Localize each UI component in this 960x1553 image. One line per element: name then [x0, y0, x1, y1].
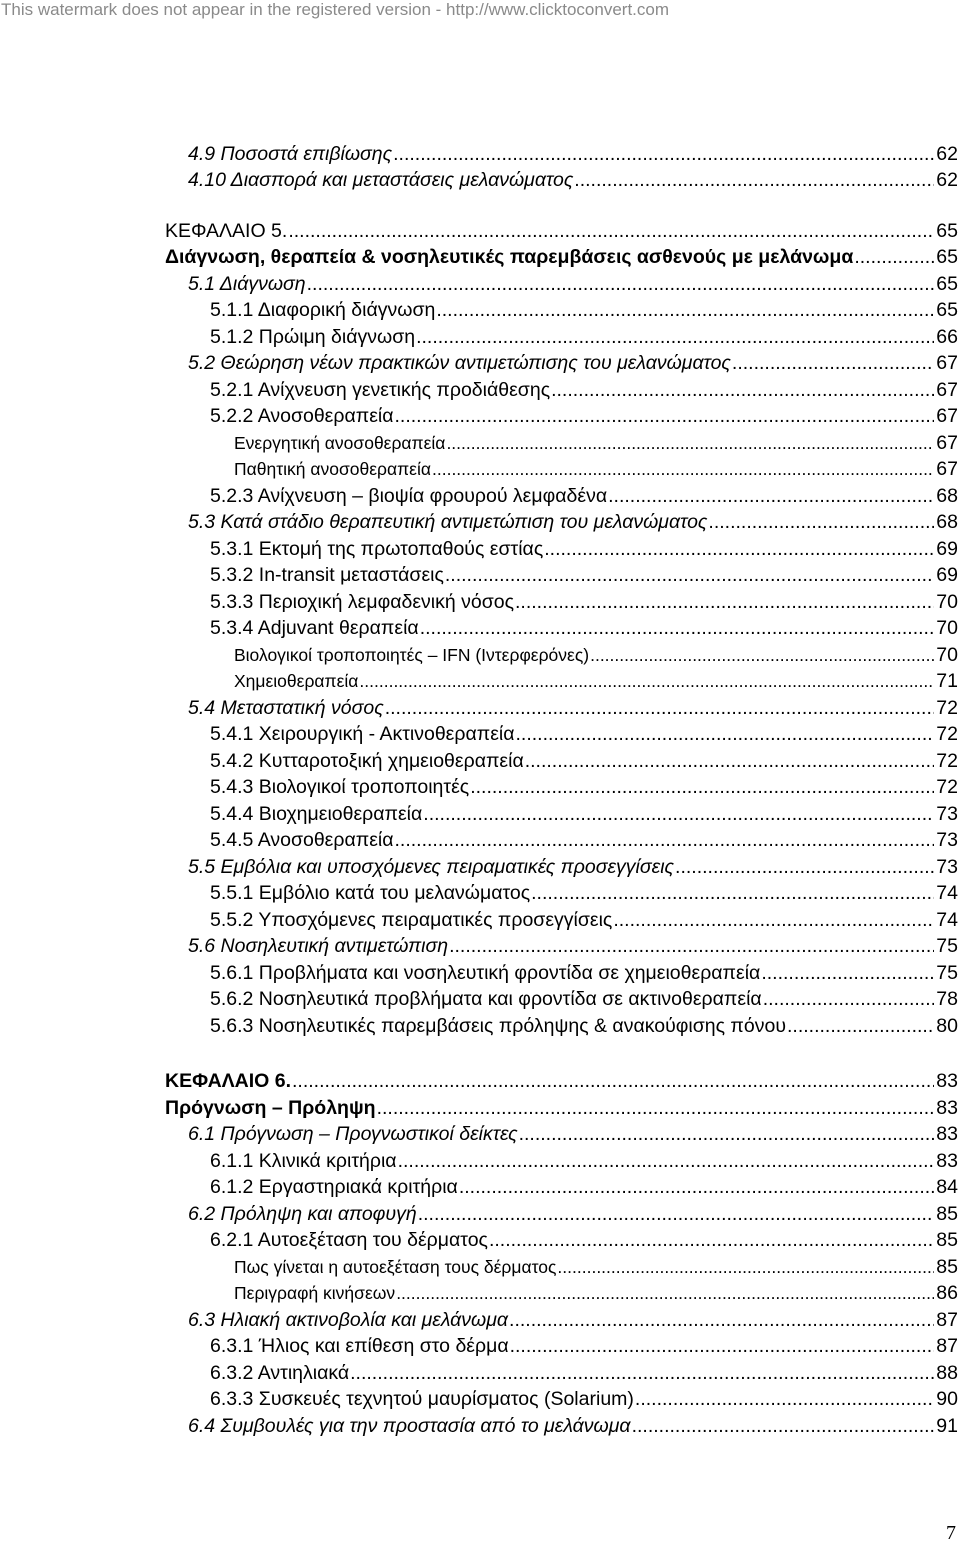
- dot-leader: [613, 907, 934, 933]
- toc-entry-page: 73: [936, 803, 958, 825]
- toc-entry-page: 83: [936, 1123, 958, 1145]
- dot-leader: [708, 509, 934, 535]
- toc-entry: [234, 642, 960, 668]
- dot-leader: [350, 1360, 934, 1386]
- toc-entry: [210, 801, 960, 827]
- dot-leader: [395, 827, 935, 853]
- toc-entry-title: 5.6.2 Νοσηλευτικά προβλήματα και φροντίδα σε ακτινοθεραπεία: [210, 988, 762, 1010]
- toc-entry: [188, 1307, 960, 1333]
- toc-entry-title: 6.3.1 Ήλιος και επίθεση στο δέρμα: [210, 1335, 509, 1357]
- dot-leader: [377, 1095, 935, 1121]
- toc-entry-title: 6.1 Πρόγνωση – Προγνωστικοί δείκτες: [188, 1123, 518, 1145]
- dot-leader: [635, 1386, 934, 1412]
- toc-entry-page: 67: [936, 432, 958, 454]
- toc-entry: [210, 986, 960, 1012]
- toc-entry-page: 70: [936, 644, 958, 666]
- dot-leader: [509, 1307, 934, 1333]
- toc-entry-page: 85: [936, 1229, 958, 1251]
- dot-leader: [288, 218, 934, 244]
- dot-leader: [574, 167, 934, 193]
- toc-entry-title: 5.3.1 Εκτομή της πρωτοπαθούς εστίας: [210, 538, 544, 560]
- toc-entry-page: 87: [936, 1335, 958, 1357]
- dot-leader: [675, 854, 934, 880]
- toc-entry-title: 6.2.1 Αυτοεξέταση του δέρματος: [210, 1229, 488, 1251]
- toc-entry: [210, 377, 960, 403]
- toc-entry-page: 87: [936, 1309, 958, 1331]
- toc-entry-page: 85: [936, 1203, 958, 1225]
- toc-entry: [210, 483, 960, 509]
- dot-leader: [608, 483, 934, 509]
- toc-entry-page: 86: [936, 1282, 958, 1304]
- toc-entry: [234, 456, 960, 482]
- toc-entry-page: 65: [936, 220, 958, 242]
- toc-entry-page: 84: [936, 1176, 958, 1198]
- toc-entry-page: 83: [936, 1150, 958, 1172]
- toc-entry-title: 5.3.4 Adjuvant θεραπεία: [210, 617, 419, 639]
- toc-entry-page: 65: [936, 273, 958, 295]
- toc-entry: [188, 509, 960, 535]
- toc-entry-title: 6.3 Ηλιακή ακτινοβολία και μελάνωμα: [188, 1309, 509, 1331]
- toc-entry: [210, 536, 960, 562]
- toc-entry: [210, 907, 960, 933]
- toc-entry-page: 62: [936, 143, 958, 165]
- toc-entry: [210, 615, 960, 641]
- toc-entry-page: 83: [936, 1097, 958, 1119]
- dot-leader: [449, 933, 934, 959]
- dot-leader: [763, 986, 935, 1012]
- toc-entry-title: 5.6.1 Προβλήματα και νοσηλευτική φροντίδα σε χημειοθεραπεία: [210, 962, 761, 984]
- toc-entry-page: 71: [936, 670, 958, 692]
- dot-leader: [446, 430, 934, 456]
- toc-entry: [188, 141, 960, 167]
- toc-entry-title: 5.3.3 Περιοχική λεμφαδενική νόσος: [210, 591, 515, 613]
- page-number: 7: [946, 1522, 956, 1544]
- toc-entry: [188, 1121, 960, 1147]
- toc-entry-page: 67: [936, 405, 958, 427]
- dot-leader: [292, 1068, 934, 1094]
- toc-entry-title: 5.4.3 Βιολογικοί τροποποιητές: [210, 776, 470, 798]
- toc-entry-title: 5.5.2 Υποσχόμενες πειραματικές προσεγγίσεις: [210, 909, 613, 931]
- toc-entry-page: 73: [936, 829, 958, 851]
- toc-entry-title: Παθητική ανοσοθεραπεία: [234, 459, 431, 479]
- toc-entry-title: Διάγνωση, θεραπεία & νοσηλευτικές παρεμβάσεις ασθενούς με μελάνωμα: [165, 246, 854, 268]
- dot-leader: [395, 403, 935, 429]
- dot-leader: [459, 1174, 934, 1200]
- dot-leader: [525, 748, 935, 774]
- dot-leader: [398, 1148, 935, 1174]
- toc-entry-page: 73: [936, 856, 958, 878]
- dot-leader: [632, 1413, 935, 1439]
- toc-entry-title: 4.9 Ποσοστά επιβίωσης: [188, 143, 393, 165]
- toc-entry: [188, 167, 960, 193]
- dot-leader: [787, 1013, 934, 1039]
- toc-entry-title: 5.1.1 Διαφορική διάγνωση: [210, 299, 436, 321]
- toc-entry: [210, 827, 960, 853]
- toc-entry-title: 6.2 Πρόληψη και αποφυγή: [188, 1203, 417, 1225]
- toc-entry: [234, 1254, 960, 1280]
- dot-leader: [557, 1254, 934, 1280]
- toc-entry-page: 74: [936, 882, 958, 904]
- toc-entry-page: 88: [936, 1362, 958, 1384]
- toc-entry-title: 5.2.3 Ανίχνευση – βιοψία φρουρού λεμφαδένα: [210, 485, 608, 507]
- toc-entry-title: 6.1.1 Κλινικά κριτήρια: [210, 1150, 397, 1172]
- toc-entry: [210, 562, 960, 588]
- toc-entry-title: Βιολογικοί τροποποιητές – IFN (Ιντερφερόνες): [234, 645, 590, 665]
- toc-entry: [188, 350, 960, 376]
- toc-entry-page: 72: [936, 750, 958, 772]
- dot-leader: [531, 880, 934, 906]
- toc-entry-page: 78: [936, 988, 958, 1010]
- toc-entry-title: 5.4 Μεταστατική νόσος: [188, 697, 384, 719]
- toc-entry-title: Πρόγνωση – Πρόληψη: [165, 1097, 376, 1119]
- toc-entry: [188, 271, 960, 297]
- toc-entry-page: 69: [936, 538, 958, 560]
- dot-leader: [416, 324, 934, 350]
- toc-entry-title: 5.3 Κατά στάδιο θεραπευτική αντιμετώπιση του μελανώματος: [188, 511, 708, 533]
- toc-entry-title: Χημειοθεραπεία: [234, 671, 359, 691]
- dot-leader: [420, 615, 935, 641]
- toc-entry: [234, 668, 960, 694]
- toc-entry-title: ΚΕΦΑΛΑΙΟ 6.: [165, 1070, 292, 1092]
- toc-entry-title: 6.3.3 Συσκευές τεχνητού μαυρίσματος (Solarium): [210, 1388, 634, 1410]
- toc-entry-title: 6.3.2 Αντιηλιακά: [210, 1362, 350, 1384]
- toc-entry-page: 70: [936, 591, 958, 613]
- toc-entry-page: 67: [936, 352, 958, 374]
- dot-leader: [470, 774, 934, 800]
- toc-entry-page: 85: [936, 1256, 958, 1278]
- toc-entry: [188, 1201, 960, 1227]
- toc-entry: [210, 1386, 960, 1412]
- dot-leader: [436, 297, 934, 323]
- toc-entry-page: 62: [936, 169, 958, 191]
- toc-entry-title: Πως γίνεται η αυτοεξέταση τους δέρματος: [234, 1257, 557, 1277]
- toc-entry-page: 83: [936, 1070, 958, 1092]
- toc-entry-title: 5.4.4 Βιοχημειοθεραπεία: [210, 803, 423, 825]
- toc-entry-title: 5.3.2 In-transit μεταστάσεις: [210, 564, 444, 586]
- toc-entry: [234, 1280, 960, 1306]
- dot-leader: [432, 456, 934, 482]
- dot-leader: [761, 960, 934, 986]
- toc-entry-title: Περιγραφή κινήσεων: [234, 1283, 396, 1303]
- toc-entry: [165, 244, 960, 270]
- toc-entry-title: 5.6 Νοσηλευτική αντιμετώπιση: [188, 935, 449, 957]
- toc-entry-page: 91: [936, 1415, 958, 1437]
- toc-entry-title: 5.1 Διάγνωση: [188, 273, 306, 295]
- toc-entry: [165, 218, 960, 244]
- toc-entry-page: 67: [936, 379, 958, 401]
- toc-entry-page: 65: [936, 246, 958, 268]
- toc-entry-title: 5.6.3 Νοσηλευτικές παρεμβάσεις πρόληψης & ανακούφισης πόνου: [210, 1015, 786, 1037]
- toc-entry: [210, 960, 960, 986]
- dot-leader: [385, 695, 935, 721]
- dot-leader: [489, 1227, 934, 1253]
- toc-entry-title: 5.2.1 Ανίχνευση γενετικής προδιάθεσης: [210, 379, 551, 401]
- toc-entry-page: 70: [936, 617, 958, 639]
- toc-entry-page: 72: [936, 723, 958, 745]
- toc-entry: [210, 589, 960, 615]
- dot-leader: [551, 377, 934, 403]
- dot-leader: [359, 668, 934, 694]
- toc-entry-title: 5.1.2 Πρώιμη διάγνωση: [210, 326, 416, 348]
- dot-leader: [590, 642, 934, 668]
- toc-entry-page: 80: [936, 1015, 958, 1037]
- toc-entry-title: ΚΕΦΑΛΑΙΟ 5.: [165, 220, 288, 242]
- toc-entry-page: 67: [936, 458, 958, 480]
- toc-entry: [234, 430, 960, 456]
- toc-entry: [165, 1095, 960, 1121]
- toc-entry: [210, 1333, 960, 1359]
- toc-entry-page: 68: [936, 511, 958, 533]
- toc-entry: [210, 1227, 960, 1253]
- toc-entry: [210, 1148, 960, 1174]
- toc-entry-title: 5.5 Εμβόλια και υποσχόμενες πειραματικές προσεγγίσεις: [188, 856, 675, 878]
- dot-leader: [418, 1201, 935, 1227]
- dot-leader: [423, 801, 934, 827]
- toc-entry: [210, 880, 960, 906]
- toc-entry: [210, 403, 960, 429]
- toc-entry-title: 5.2.2 Ανοσοθεραπεία: [210, 405, 394, 427]
- toc-entry: [165, 1068, 960, 1094]
- toc-entry-page: 68: [936, 485, 958, 507]
- toc-entry: [210, 721, 960, 747]
- toc-entry: [210, 297, 960, 323]
- toc-entry-title: 6.1.2 Εργαστηριακά κριτήρια: [210, 1176, 458, 1198]
- toc-entry-title: 5.4.5 Ανοσοθεραπεία: [210, 829, 394, 851]
- toc-entry-page: 72: [936, 776, 958, 798]
- dot-leader: [393, 141, 934, 167]
- toc-entry: [188, 854, 960, 880]
- watermark-text: This watermark does not appear in the registered version - http://www.clicktoconvert.com: [1, 0, 670, 19]
- toc-entry: [210, 748, 960, 774]
- toc-entry-page: 72: [936, 697, 958, 719]
- toc-entry-page: 69: [936, 564, 958, 586]
- toc-entry-title: 5.4.1 Χειρουργική - Ακτινοθεραπεία: [210, 723, 515, 745]
- dot-leader: [510, 1333, 935, 1359]
- toc-entry-page: 66: [936, 326, 958, 348]
- dot-leader: [519, 1121, 935, 1147]
- toc-entry-page: 90: [936, 1388, 958, 1410]
- toc-entry: [210, 1174, 960, 1200]
- toc-entry: [210, 1013, 960, 1039]
- dot-leader: [515, 589, 934, 615]
- toc-entry-page: 75: [936, 935, 958, 957]
- toc-entry-page: 74: [936, 909, 958, 931]
- toc-entry-title: Ενεργητική ανοσοθεραπεία: [234, 433, 446, 453]
- toc-entry: [210, 324, 960, 350]
- toc-entry: [188, 1413, 960, 1439]
- toc-entry-page: 65: [936, 299, 958, 321]
- toc-entry: [188, 695, 960, 721]
- toc-entry-title: 5.4.2 Κυτταροτοξική χημειοθεραπεία: [210, 750, 524, 772]
- toc-entry-page: 75: [936, 962, 958, 984]
- dot-leader: [544, 536, 934, 562]
- toc-entry-title: 5.2 Θεώρηση νέων πρακτικών αντιμετώπισης του μελανώματος: [188, 352, 731, 374]
- dot-leader: [396, 1280, 934, 1306]
- dot-leader: [732, 350, 934, 376]
- toc-entry: [210, 774, 960, 800]
- dot-leader: [307, 271, 935, 297]
- toc-entry: [188, 933, 960, 959]
- dot-leader: [854, 244, 934, 270]
- toc-entry-title: 6.4 Συμβουλές για την προστασία από το μελάνωμα: [188, 1415, 631, 1437]
- dot-leader: [445, 562, 934, 588]
- toc-entry: [210, 1360, 960, 1386]
- dot-leader: [516, 721, 935, 747]
- toc-entry-title: 4.10 Διασπορά και μεταστάσεις μελανώματος: [188, 169, 574, 191]
- toc-entry-title: 5.5.1 Εμβόλιο κατά του μελανώματος: [210, 882, 531, 904]
